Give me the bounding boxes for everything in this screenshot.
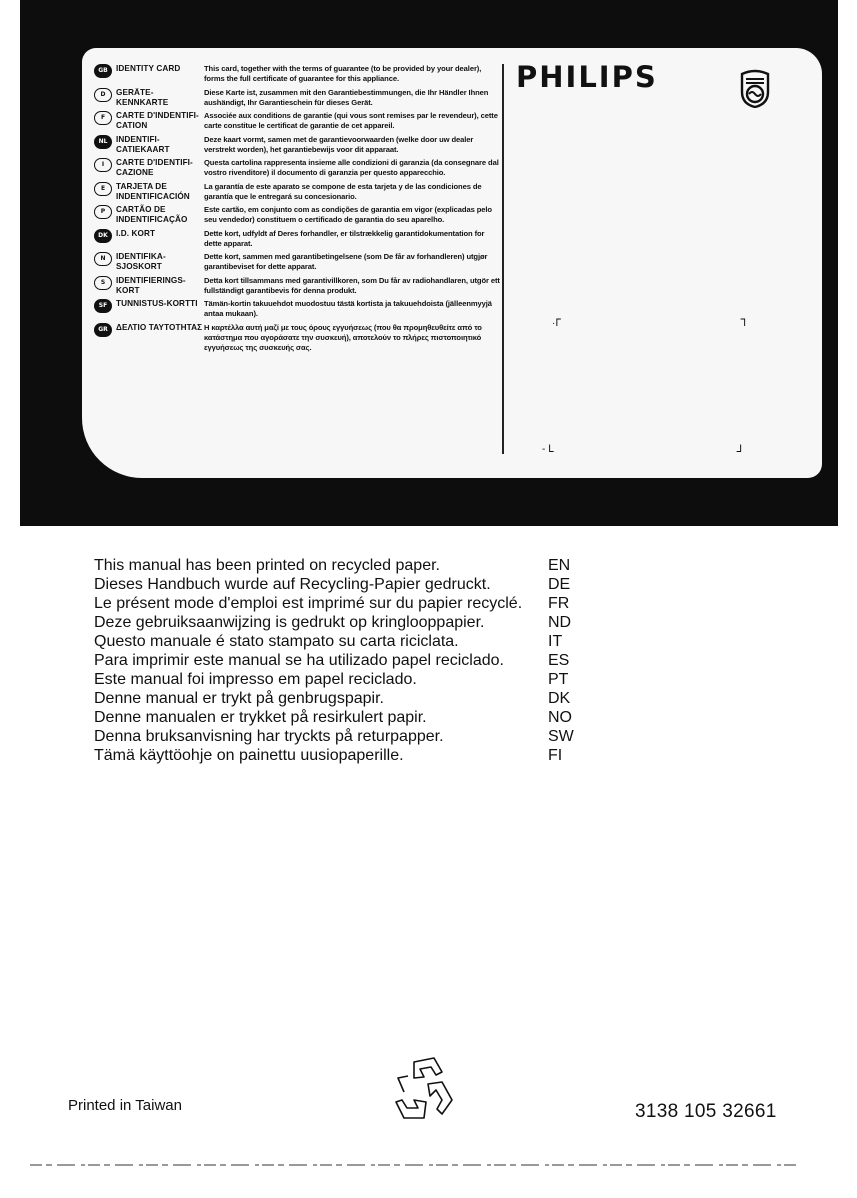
- recycle-line: [94, 727, 594, 746]
- id-entry-dk: [94, 229, 502, 249]
- id-entry-e: [94, 182, 502, 202]
- id-entry-text: Η καρτέλλα αυτή μαζί με τους όρους εγγυήσεως (που θα προμηθευθείτε από το κατάστημα που αγοράσατε την συσκευή), αποτελούν το πλήρες πιστοποιητικό εγγυήσεως της συσκευής σας.: [204, 322, 482, 352]
- id-entry-title: IDENTIFIERINGS-KORT: [116, 275, 186, 295]
- id-entry-text: Tämän-kortin takuuehdot muodostuu tästä kortista ja takuuehdoista (jälleenmyyjä antaa mukaan).: [204, 299, 492, 318]
- recycle-line: [94, 670, 594, 689]
- recycle-sentence: Le présent mode d'emploi est imprimé sur du papier recyclé.: [94, 595, 523, 612]
- id-entry-title: TUNNISTUS-KORTTI: [116, 299, 198, 308]
- id-entry-text: Este cartão, em conjunto com as condições de garantia em vigor (explicadas pelo seu vendedor) constituem o certificado de garantia do seu aparelho.: [204, 205, 492, 224]
- id-entry-gb: [94, 64, 502, 84]
- identity-card-entries: [94, 64, 502, 356]
- card-corner-mark: ᒧ: [736, 444, 743, 455]
- id-entry-nl: [94, 135, 502, 155]
- card-corner-mark: ᒣ: [740, 318, 747, 329]
- recycle-line: [94, 575, 594, 594]
- id-entry-text: Dette kort, udfyldt af Deres forhandler, er tilstrækkelig garantidokumentation for dette apparat.: [204, 228, 485, 248]
- card-corner-mark: ·ᒥ: [552, 318, 561, 329]
- language-badge: P: [94, 205, 112, 219]
- language-code: SW: [548, 728, 574, 745]
- id-entry-text: Associée aux conditions de garantie (qui vous sont remises par le revendeur), cette carte constitue le certificat de garantie de cet appareil.: [204, 111, 498, 130]
- recycle-line: [94, 594, 594, 613]
- document-number: 3138 105 32661: [635, 1101, 777, 1122]
- language-code: NO: [548, 709, 572, 726]
- language-code: ND: [548, 614, 572, 631]
- id-entry-d: [94, 88, 502, 108]
- card-corner-mark: - ᒪ: [542, 444, 554, 455]
- id-entry-title: IDENTIFIKA-SJOSKORT: [116, 252, 166, 271]
- id-entry-title: GERÄTE-KENNKARTE: [116, 87, 169, 107]
- recycle-line: [94, 689, 594, 708]
- recycle-sentence: Denna bruksanvisning har tryckts på returpapper.: [94, 728, 444, 745]
- id-entry-text: Detta kort tillsammans med garantivillkoren, som Du får av radiohandlaren, utgör ett fullständigt garantibevis för denna produkt.: [204, 275, 500, 295]
- language-code: FR: [548, 595, 570, 612]
- recycle-line: [94, 746, 594, 765]
- recycle-sentence: Denne manual er trykt på genbrugspapir.: [94, 690, 384, 707]
- recycle-sentence: This manual has been printed on recycled paper.: [94, 557, 440, 574]
- recycle-sentence: Dieses Handbuch wurde auf Recycling-Papier gedruckt.: [94, 576, 491, 593]
- recycle-line: [94, 556, 594, 575]
- id-entry-text: This card, together with the terms of guarantee (to be provided by your dealer), forms the full certificate of guarantee for this appliance.: [204, 64, 482, 83]
- id-entry-title: CARTÃO DE INDENTIFICAÇÃO: [116, 205, 188, 224]
- recycle-sentence: Questo manuale é stato stampato su carta riciclata.: [94, 633, 459, 650]
- recycle-sentence: Este manual foi impresso em papel reciclado.: [94, 671, 417, 688]
- id-entry-text: Dette kort, sammen med garantibetingelsene (som De får av forhandleren) utgjør garantibeviset for dette apparat.: [204, 252, 488, 271]
- id-entry-title: TARJETA DE INDENTIFICACIÓN: [116, 181, 190, 201]
- recycle-sentence: Tämä käyttöohje on painettu uusiopaperille.: [94, 747, 404, 764]
- language-code: PT: [548, 671, 569, 688]
- language-code: DE: [548, 576, 571, 593]
- language-code: FI: [548, 747, 563, 764]
- language-badge: DK: [94, 229, 112, 243]
- language-badge: I: [94, 158, 112, 172]
- language-code: IT: [548, 633, 563, 650]
- language-badge: GR: [94, 323, 112, 337]
- id-entry-text: Diese Karte ist, zusammen mit den Garantiebestimmungen, die Ihr Händler Ihnen aushändigt, Ihr Garantieschein für dieses Gerät.: [204, 87, 489, 107]
- recycle-line: [94, 651, 594, 670]
- language-code: EN: [548, 557, 571, 574]
- philips-logo: PHILIPS: [516, 60, 658, 94]
- id-entry-text: Questa cartolina rappresenta insieme alle condizioni di garanzia (da consegnare dal vostro rivenditore) il documento di garanzia per questo apparecchio.: [204, 158, 499, 177]
- recycle-line: [94, 613, 594, 632]
- printed-in-label: Printed in Taiwan: [68, 1097, 182, 1114]
- language-code: DK: [548, 690, 571, 707]
- language-badge: NL: [94, 135, 112, 149]
- id-entry-sf: [94, 299, 502, 319]
- id-entry-title: IDENTITY CARD: [116, 64, 181, 73]
- id-entry-title: CARTE D'INDENTIFI-CATION: [116, 111, 199, 130]
- id-entry-p: [94, 205, 502, 225]
- language-badge: D: [94, 88, 112, 102]
- recycled-paper-notice: [94, 556, 594, 765]
- recycle-line: [94, 632, 594, 651]
- id-entry-text: Deze kaart vormt, samen met de garantievoorwaarden (welke door uw dealer verstrekt worden), het garantiebewijs voor dit apparaat.: [204, 134, 474, 154]
- id-entry-f: [94, 111, 502, 131]
- recycle-sentence: Denne manualen er trykket på resirkulert papir.: [94, 709, 427, 726]
- card-divider: [502, 64, 504, 454]
- id-entry-gr: [94, 323, 502, 353]
- language-badge: S: [94, 276, 112, 290]
- recycle-sentence: Para imprimir este manual se ha utilizado papel reciclado.: [94, 652, 504, 669]
- bottom-edge-dashes: [30, 1162, 800, 1168]
- recycle-icon: [384, 1048, 464, 1128]
- id-entry-text: La garantía de este aparato se compone de esta tarjeta y de las condiciones de garantía que le entregará su concesionario.: [204, 181, 482, 201]
- id-entry-i: [94, 158, 502, 178]
- language-badge: N: [94, 252, 112, 266]
- language-code: ES: [548, 652, 570, 669]
- id-entry-n: [94, 252, 502, 272]
- id-entry-title: INDENTIFI-CATIEKAART: [116, 134, 170, 154]
- language-badge: F: [94, 111, 112, 125]
- language-badge: E: [94, 182, 112, 196]
- recycle-sentence: Deze gebruiksaanwijzing is gedrukt op kringlooppapier.: [94, 614, 485, 631]
- recycle-line: [94, 708, 594, 727]
- id-entry-s: [94, 276, 502, 296]
- id-entry-title: ΔΕΛΤΙΟ ΤΑΥΤΟΤΗΤΑΣ: [116, 322, 203, 332]
- philips-shield-icon: [740, 68, 770, 108]
- language-badge: GB: [94, 64, 112, 78]
- id-entry-title: CARTE D'IDENTIFI-CAZIONE: [116, 158, 193, 177]
- language-badge: SF: [94, 299, 112, 313]
- id-entry-title: I.D. KORT: [116, 228, 156, 238]
